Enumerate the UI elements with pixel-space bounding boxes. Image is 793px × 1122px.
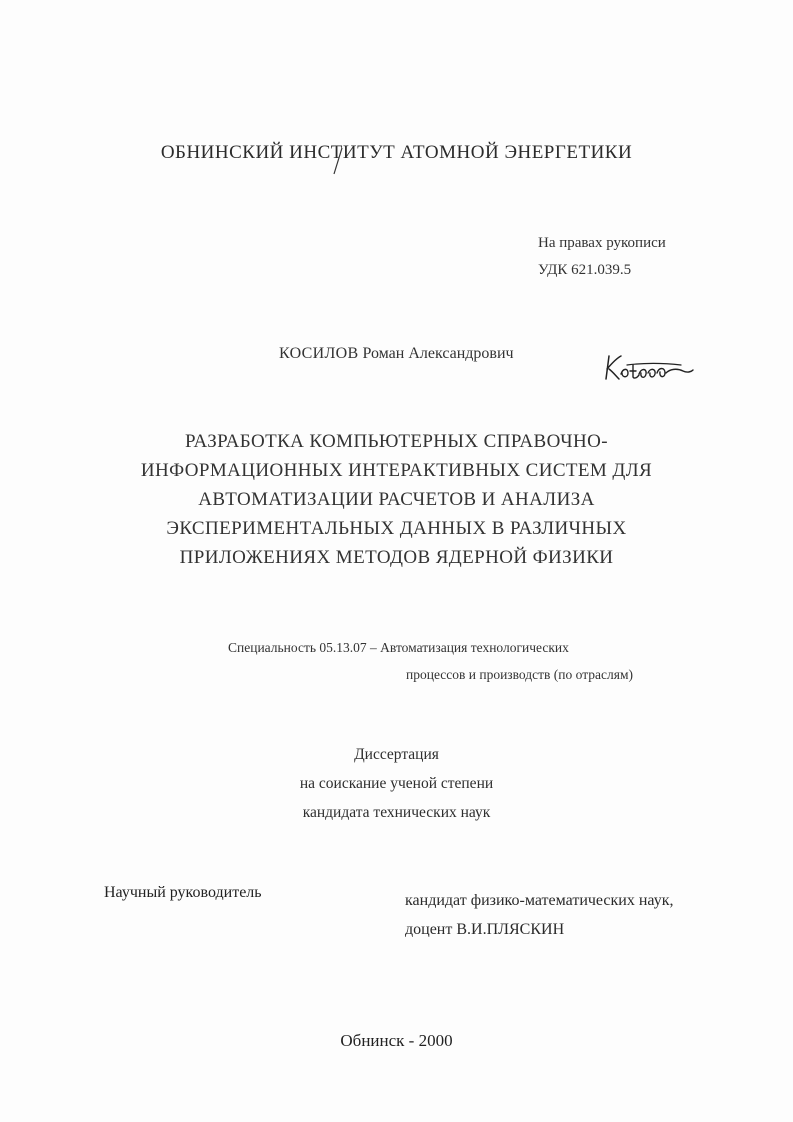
city-year: Обнинск - 2000: [340, 1031, 453, 1050]
udc-code: УДК 621.039.5: [538, 262, 632, 278]
manuscript-rights-label: На правах рукописи: [538, 235, 666, 251]
title-line: РАЗРАБОТКА КОМПЬЮТЕРНЫХ СПРАВОЧНО-: [185, 431, 608, 452]
degree-block: [0, 740, 793, 827]
supervisor-label: Научный руководитель: [104, 884, 262, 901]
author-surname: КОСИЛОВ: [279, 345, 359, 362]
supervisor-degree: кандидат физико-математических наук,: [405, 892, 674, 909]
specialty-block: [228, 634, 633, 688]
pen-stroke-mark: [330, 146, 346, 176]
dissertation-label: Диссертация: [354, 746, 439, 763]
degree-name: кандидата технических наук: [302, 804, 491, 821]
title-line: ПРИЛОЖЕНИЯХ МЕТОДОВ ЯДЕРНОЙ ФИЗИКИ: [179, 547, 614, 568]
supervisor-name: доцент В.И.ПЛЯСКИН: [405, 921, 565, 938]
title-line: ИНФОРМАЦИОННЫХ ИНТЕРАКТИВНЫХ СИСТЕМ ДЛЯ: [140, 460, 653, 481]
specialty-line: процессов и производств (по отраслям): [406, 667, 633, 682]
institute-name: ОБНИНСКИЙ ИНСТИТУТ АТОМНОЙ ЭНЕРГЕТИКИ: [160, 142, 633, 163]
supervisor-info: [405, 886, 673, 944]
manuscript-rights-block: [538, 230, 666, 284]
author-signature: [603, 352, 695, 384]
title-line: ЭКСПЕРИМЕНТАЛЬНЫХ ДАННЫХ В РАЗЛИЧНЫХ: [166, 518, 627, 539]
specialty-line: Специальность 05.13.07 – Автоматизация технологических: [228, 640, 569, 655]
degree-purpose: на соискание ученой степени: [299, 775, 494, 792]
dissertation-title: [0, 427, 793, 572]
author-given-names: Роман Александрович: [362, 345, 514, 362]
title-line: АВТОМАТИЗАЦИИ РАСЧЕТОВ И АНАЛИЗА: [198, 489, 595, 510]
author-name: [279, 345, 514, 363]
